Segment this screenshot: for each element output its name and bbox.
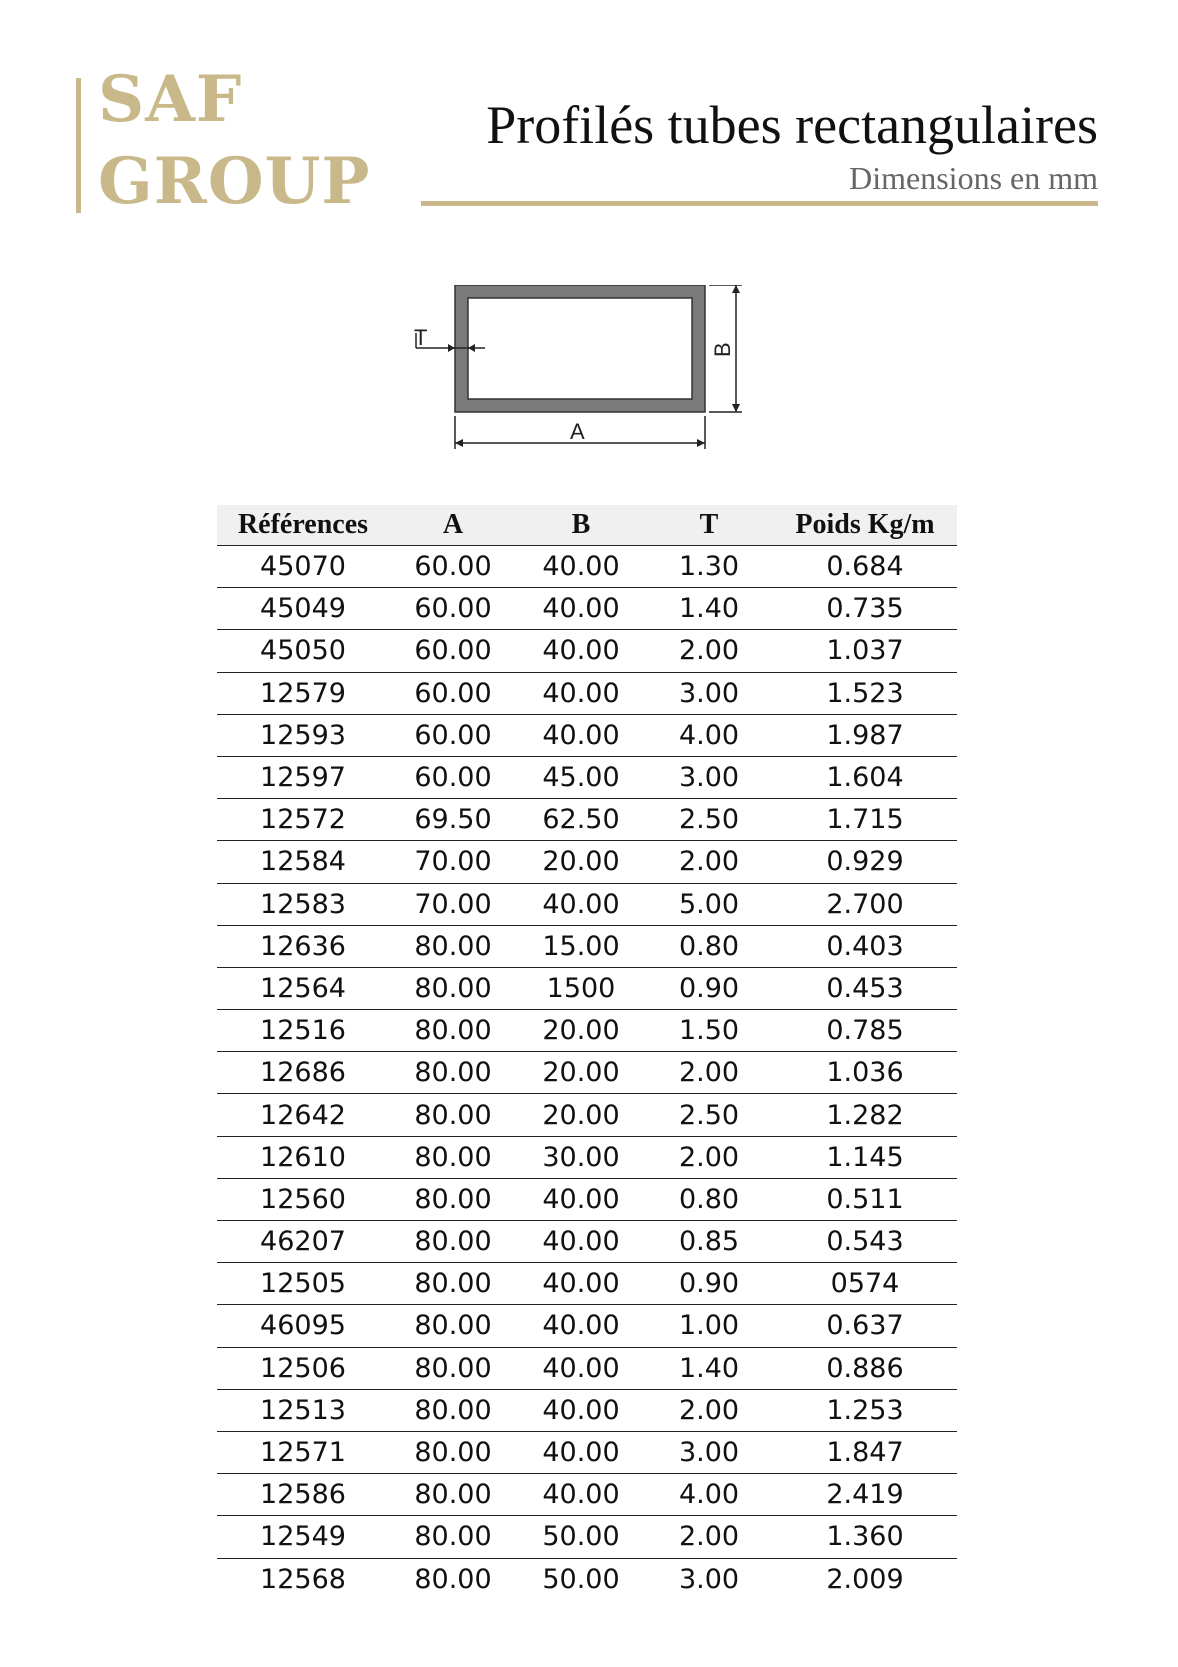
- cell-references: 12579: [217, 672, 389, 714]
- cell-t: 0.85: [645, 1221, 773, 1263]
- table-row: [217, 1052, 957, 1094]
- logo-accent-bar: [76, 78, 81, 213]
- cell-weight: 1.145: [773, 1136, 957, 1178]
- cell-weight: 0574: [773, 1263, 957, 1305]
- cell-t: 2.50: [645, 1094, 773, 1136]
- table-row: [217, 1094, 957, 1136]
- cell-b: 40.00: [517, 630, 645, 672]
- cell-weight: 1.282: [773, 1094, 957, 1136]
- cell-references: 12584: [217, 841, 389, 883]
- table-row: [217, 672, 957, 714]
- column-header-weight: Poids Kg/m: [773, 505, 957, 546]
- b-arrow-bottom: [732, 404, 740, 412]
- cell-weight: 0.735: [773, 588, 957, 630]
- cell-b: 1500: [517, 967, 645, 1009]
- page-title: Profilés tubes rectangulaires: [486, 95, 1098, 155]
- table-row: [217, 630, 957, 672]
- cell-t: 5.00: [645, 883, 773, 925]
- cell-weight: 2.009: [826, 1563, 904, 1595]
- cell-t: 2.00: [645, 1052, 773, 1094]
- cell-references: 45070: [217, 546, 389, 588]
- table-row: [217, 841, 957, 883]
- cell-references: 12506: [217, 1347, 389, 1389]
- cell-t: 2.50: [645, 799, 773, 841]
- cell-b: 40.00: [517, 1221, 645, 1263]
- cell-a: 60.00: [389, 588, 517, 630]
- cell-b: 40.00: [517, 546, 645, 588]
- cell-references: 12586: [217, 1474, 389, 1516]
- t-arrow-right: [448, 344, 455, 352]
- cell-b: 15.00: [517, 925, 645, 967]
- cell-references: 12571: [217, 1431, 389, 1473]
- cell-a: 80.00: [389, 1010, 517, 1052]
- cell-references: 12686: [217, 1052, 389, 1094]
- cell-t: 3.00: [678, 1563, 740, 1595]
- table-body: [217, 546, 957, 1600]
- cell-b: 20.00: [517, 1052, 645, 1094]
- a-arrow-right: [697, 439, 705, 447]
- cell-references: 12610: [217, 1136, 389, 1178]
- table-row: [217, 1263, 957, 1305]
- cell-t: 0.90: [645, 1263, 773, 1305]
- title-underline: [421, 201, 1098, 206]
- cell-t: 1.30: [645, 546, 773, 588]
- cell-t: 1.40: [645, 588, 773, 630]
- cell-weight: 0.886: [773, 1347, 957, 1389]
- table-row: [217, 756, 957, 798]
- cell-t: 2.00: [645, 1389, 773, 1431]
- cell-b: 20.00: [517, 841, 645, 883]
- cell-weight: 2.700: [773, 883, 957, 925]
- cell-weight: 1.604: [773, 756, 957, 798]
- cell-references: 12593: [217, 714, 389, 756]
- column-header-t: T: [645, 505, 773, 546]
- table-row: [217, 1221, 957, 1263]
- table-row: [217, 1347, 957, 1389]
- tube-inner-hollow: [468, 298, 692, 399]
- cell-references: 46207: [217, 1221, 389, 1263]
- table-row: [217, 1010, 957, 1052]
- cell-b: 40.00: [517, 1389, 645, 1431]
- cell-t: 1.50: [645, 1010, 773, 1052]
- cell-weight: 0.511: [773, 1178, 957, 1220]
- cell-b: 30.00: [517, 1136, 645, 1178]
- cell-t: 1.00: [645, 1305, 773, 1347]
- table-row: [217, 1431, 957, 1473]
- table-row: [217, 799, 957, 841]
- cell-b: 40.00: [517, 714, 645, 756]
- table-row: [217, 925, 957, 967]
- cell-a: 80.00: [389, 1178, 517, 1220]
- cell-t: 0.80: [645, 925, 773, 967]
- cell-b: 40.00: [517, 1431, 645, 1473]
- cell-references: 12516: [217, 1010, 389, 1052]
- cell-a: 80.00: [389, 1136, 517, 1178]
- cell-references: 12549: [217, 1516, 389, 1558]
- cell-t: 2.00: [645, 1136, 773, 1178]
- cell-b: 40.00: [517, 1263, 645, 1305]
- cell-t: 2.00: [645, 1516, 773, 1558]
- b-label: B: [710, 342, 735, 357]
- table-row: [217, 967, 957, 1009]
- table-header-row: [217, 505, 957, 546]
- cell-b: 62.50: [517, 799, 645, 841]
- cell-weight: 1.715: [773, 799, 957, 841]
- cell-references: 45049: [217, 588, 389, 630]
- cell-a: 80.00: [389, 1305, 517, 1347]
- cell-references: 12583: [217, 883, 389, 925]
- cell-t: 2.00: [645, 630, 773, 672]
- a-arrow-left: [455, 439, 463, 447]
- cell-references: 45050: [217, 630, 389, 672]
- cell-b: 40.00: [517, 1305, 645, 1347]
- cell-weight: 0.403: [773, 925, 957, 967]
- cell-weight: 1.523: [773, 672, 957, 714]
- cell-a: 80.00: [389, 1474, 517, 1516]
- table-row: [217, 546, 957, 588]
- cell-b: 20.00: [517, 1094, 645, 1136]
- cell-b: 45.00: [517, 756, 645, 798]
- table-row: [217, 1136, 957, 1178]
- cell-a: 80.00: [389, 1052, 517, 1094]
- cell-weight: 1.987: [773, 714, 957, 756]
- table-row: [217, 1516, 957, 1558]
- profiles-table: [217, 505, 957, 1600]
- cell-a: 60.00: [389, 630, 517, 672]
- cell-weight: 2.419: [773, 1474, 957, 1516]
- a-label: A: [570, 419, 585, 444]
- cell-weight: 0.543: [773, 1221, 957, 1263]
- cell-t: 3.00: [645, 756, 773, 798]
- cell-a: 60.00: [389, 546, 517, 588]
- cell-b: 50.00: [542, 1563, 620, 1595]
- cell-weight: 0.929: [773, 841, 957, 883]
- cell-weight: 0.785: [773, 1010, 957, 1052]
- cell-references: 46095: [217, 1305, 389, 1347]
- cell-weight: 1.253: [773, 1389, 957, 1431]
- cell-a: 60.00: [389, 714, 517, 756]
- table-row: [217, 588, 957, 630]
- cell-references: 12636: [217, 925, 389, 967]
- table-row: [217, 1178, 957, 1220]
- cell-references: 12513: [217, 1389, 389, 1431]
- cell-b: 40.00: [517, 1178, 645, 1220]
- cell-b: 40.00: [517, 883, 645, 925]
- cell-weight: 0.637: [773, 1305, 957, 1347]
- cell-a: 60.00: [389, 756, 517, 798]
- table-row: [217, 1558, 957, 1600]
- cell-b: 40.00: [517, 588, 645, 630]
- cell-t: 0.80: [645, 1178, 773, 1220]
- cell-b: 40.00: [517, 1347, 645, 1389]
- page-subtitle: Dimensions en mm: [849, 160, 1098, 196]
- b-arrow-top: [732, 285, 740, 293]
- column-header-a: A: [389, 505, 517, 546]
- cell-references: 12642: [217, 1094, 389, 1136]
- cell-t: 0.90: [645, 967, 773, 1009]
- table-row: [217, 714, 957, 756]
- cell-references: 12572: [217, 799, 389, 841]
- cell-b: 50.00: [517, 1516, 645, 1558]
- cell-t: 2.00: [645, 841, 773, 883]
- table-row: [217, 883, 957, 925]
- cell-b: 20.00: [517, 1010, 645, 1052]
- cell-a: 80.00: [389, 1263, 517, 1305]
- cell-weight: 0.684: [773, 546, 957, 588]
- cell-b: 40.00: [517, 672, 645, 714]
- cell-a: 80.00: [414, 1563, 492, 1595]
- cell-references: 12505: [217, 1263, 389, 1305]
- cell-weight: 1.360: [773, 1516, 957, 1558]
- tube-cross-section-diagram: [410, 285, 770, 465]
- cell-a: 80.00: [389, 1389, 517, 1431]
- cell-weight: 1.847: [773, 1431, 957, 1473]
- cell-a: 80.00: [389, 967, 517, 1009]
- cell-weight: 0.453: [773, 967, 957, 1009]
- table-row: [217, 1305, 957, 1347]
- column-header-b: B: [517, 505, 645, 546]
- t-label: T: [414, 325, 428, 350]
- cell-weight: 1.036: [773, 1052, 957, 1094]
- cell-t: 3.00: [645, 672, 773, 714]
- cell-a: 80.00: [389, 1516, 517, 1558]
- cell-b: 40.00: [517, 1474, 645, 1516]
- brand-logo-line2: GROUP: [98, 144, 371, 219]
- cell-t: 4.00: [645, 1474, 773, 1516]
- cell-a: 60.00: [389, 672, 517, 714]
- cell-references: 12564: [217, 967, 389, 1009]
- column-header-references: Références: [217, 505, 389, 546]
- cell-a: 80.00: [389, 1094, 517, 1136]
- cell-a: 80.00: [389, 1431, 517, 1473]
- cell-a: 80.00: [389, 925, 517, 967]
- cell-a: 80.00: [389, 1221, 517, 1263]
- cell-t: 4.00: [645, 714, 773, 756]
- cell-a: 70.00: [389, 883, 517, 925]
- cell-a: 69.50: [389, 799, 517, 841]
- cell-references: 12568: [260, 1563, 346, 1595]
- brand-logo-line1: SAF: [98, 62, 243, 137]
- cell-references: 12560: [217, 1178, 389, 1220]
- cell-references: 12597: [217, 756, 389, 798]
- cell-a: 80.00: [389, 1347, 517, 1389]
- cell-t: 3.00: [645, 1431, 773, 1473]
- table-row: [217, 1389, 957, 1431]
- cell-a: 70.00: [389, 841, 517, 883]
- table-row: [217, 1474, 957, 1516]
- cell-t: 1.40: [645, 1347, 773, 1389]
- cell-weight: 1.037: [773, 630, 957, 672]
